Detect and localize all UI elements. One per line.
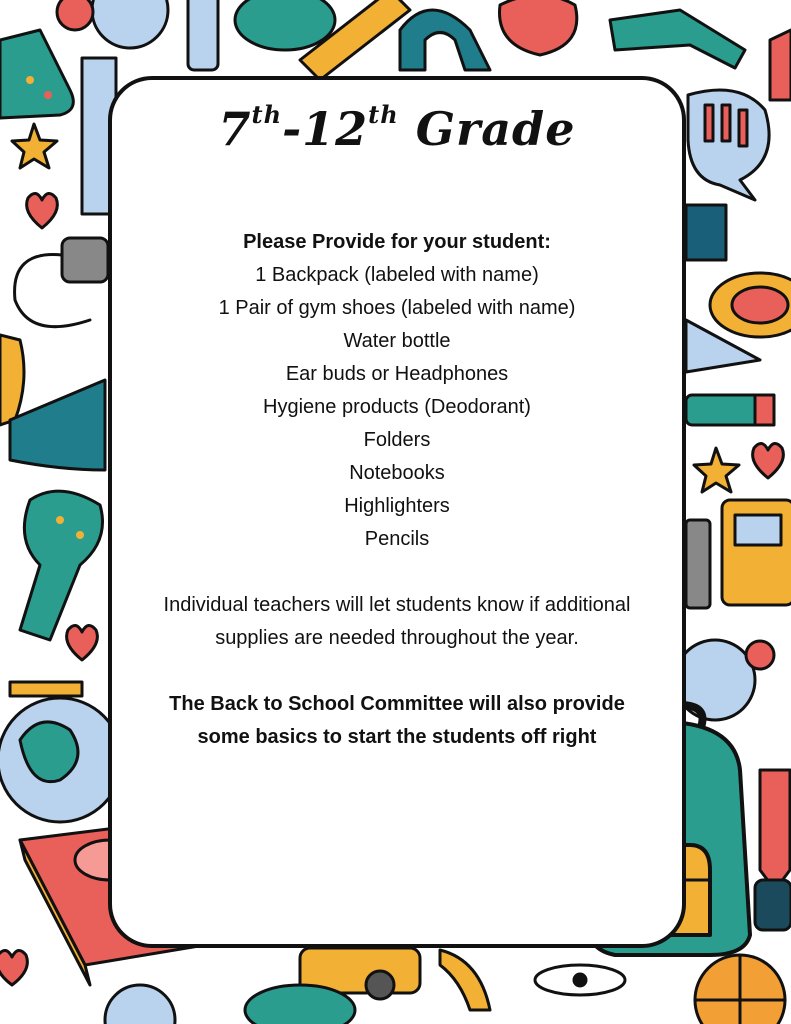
flask-icon (0, 30, 73, 118)
heart-icon (67, 625, 98, 660)
committee-note-line-1: The Back to School Committee will also provide (169, 693, 625, 715)
supply-item: Highlighters (344, 495, 450, 517)
earbuds-icon (15, 238, 108, 327)
binder-clip-icon (686, 205, 726, 260)
pencil-case-icon (235, 0, 335, 50)
title-first-grade: 7 (218, 102, 252, 156)
heart-icon (753, 443, 784, 478)
title-word: Grade (398, 102, 576, 156)
title-second-suffix: th (368, 100, 399, 129)
pencil-sharpener-icon (770, 30, 791, 100)
stapler-icon (686, 520, 710, 608)
heart-icon (27, 193, 58, 228)
supplies-heading: Please Provide for your student: (243, 231, 551, 253)
magnet-icon (400, 10, 490, 70)
supply-item: Water bottle (343, 330, 451, 352)
spacer (112, 556, 682, 589)
page-title (108, 100, 686, 156)
banana-icon (440, 950, 490, 1010)
glue-bottle-icon (0, 335, 24, 425)
basketball-icon (695, 955, 785, 1024)
teacher-note-line-1: Individual teachers will let students know if additional (163, 594, 631, 616)
atom-icon (535, 965, 625, 995)
marker-icon (686, 395, 774, 425)
pencil-case-icon (245, 985, 355, 1024)
supply-list-content (112, 226, 682, 754)
binoculars-icon (755, 880, 791, 930)
exclamation-speech-bubble-icon (688, 90, 769, 200)
title-separator: - (282, 102, 303, 156)
supply-item: Notebooks (349, 462, 445, 484)
supply-item: Folders (363, 429, 431, 451)
title-second-grade: 12 (302, 102, 369, 156)
apple-icon (500, 0, 577, 55)
title-first-suffix: th (251, 100, 283, 129)
test-tube-icon (610, 10, 745, 68)
supply-item: Pencils (364, 528, 430, 550)
calculator-icon (722, 500, 791, 605)
test-tube-icon (20, 491, 103, 640)
globe-icon (0, 682, 122, 822)
committee-note-line-2: some basics to start the students off right (197, 726, 597, 748)
supply-item: 1 Backpack (labeled with name) (255, 264, 539, 286)
heart-icon (0, 950, 27, 985)
star-icon (694, 448, 739, 492)
pencil-icon (760, 770, 790, 890)
spacer (112, 655, 682, 688)
protractor-icon (10, 380, 105, 470)
teacher-note-line-2: supplies are needed throughout the year. (215, 627, 579, 649)
supply-item: 1 Pair of gym shoes (labeled with name) (218, 297, 576, 319)
alarm-clock-icon (105, 985, 175, 1024)
marker-icon (188, 0, 218, 70)
football-icon (710, 273, 791, 337)
supply-item: Ear buds or Headphones (285, 363, 509, 385)
star-icon (12, 124, 57, 168)
alarm-clock-icon (57, 0, 168, 48)
supply-item: Hygiene products (Deodorant) (263, 396, 531, 418)
